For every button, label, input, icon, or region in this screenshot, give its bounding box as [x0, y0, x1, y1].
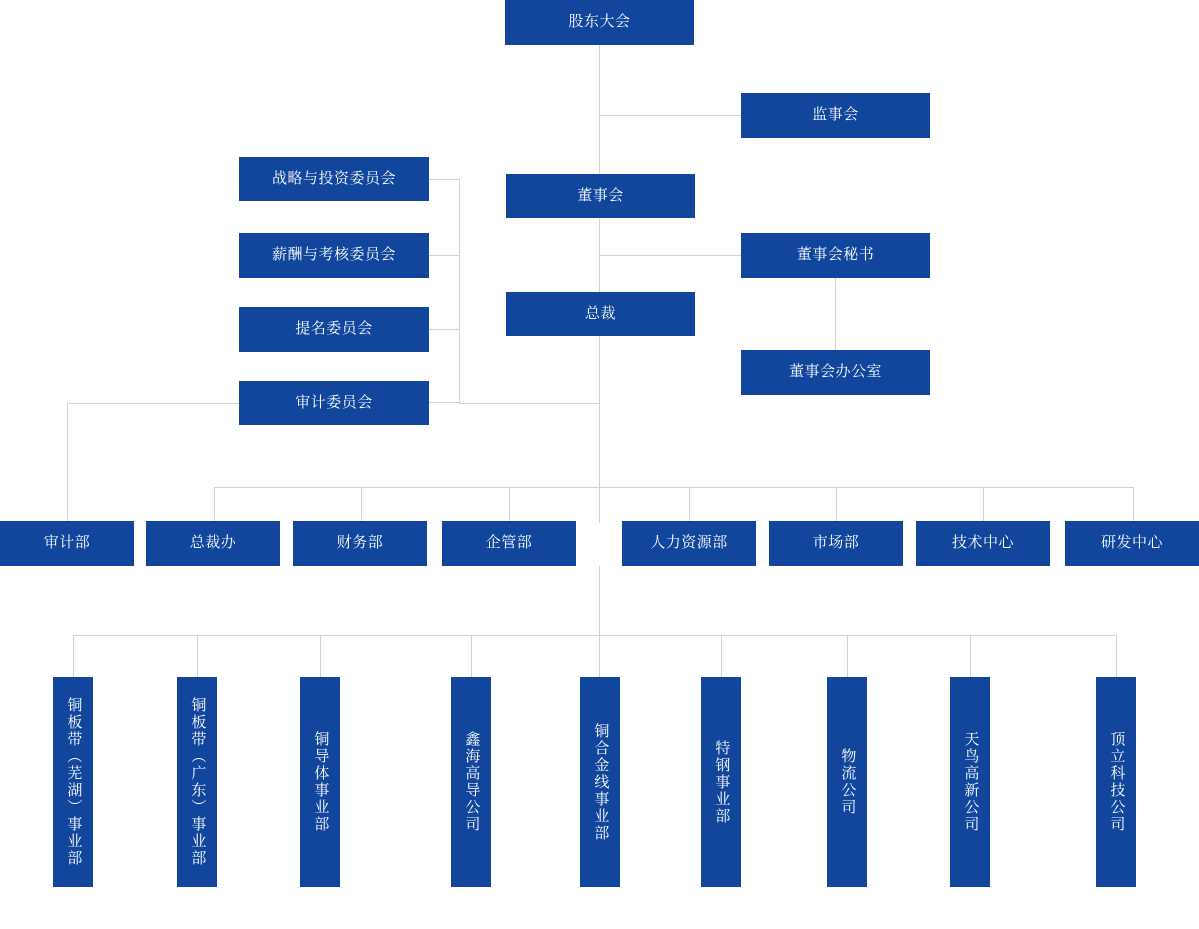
connector-unit-4 — [471, 635, 472, 677]
node-board-secretary[interactable]: 董事会秘书 — [741, 233, 930, 278]
connector-department-bus — [214, 487, 1134, 488]
node-department-4[interactable]: 人力资源部 — [622, 521, 756, 566]
node-business-unit-1[interactable]: 铜板带（广东）事业部 — [177, 677, 217, 887]
connector-dept-7 — [1133, 487, 1134, 522]
node-board-of-directors[interactable]: 董事会 — [506, 174, 695, 218]
node-business-unit-2[interactable]: 铜导体事业部 — [300, 677, 340, 887]
node-department-5[interactable]: 市场部 — [769, 521, 903, 566]
node-business-unit-8[interactable]: 顶立科技公司 — [1096, 677, 1136, 887]
connector-dept-3 — [509, 487, 510, 522]
connector-shareholders-to-board — [599, 45, 600, 175]
node-committee-audit[interactable]: 审计委员会 — [239, 381, 429, 425]
connector-shareholders-to-supervisory — [599, 115, 741, 116]
node-president[interactable]: 总裁 — [506, 292, 695, 336]
node-business-unit-4[interactable]: 铜合金线事业部 — [580, 677, 620, 887]
connector-unit-bus — [73, 635, 1116, 636]
node-department-0[interactable]: 审计部 — [0, 521, 134, 566]
node-business-unit-5[interactable]: 特钢事业部 — [701, 677, 741, 887]
connector-committee-spine-to-board — [459, 403, 600, 404]
node-department-2[interactable]: 财务部 — [293, 521, 427, 566]
node-shareholders-meeting[interactable]: 股东大会 — [505, 0, 694, 45]
connector-dept-6 — [983, 487, 984, 522]
connector-president-down — [599, 336, 600, 523]
connector-president-to-units — [599, 566, 600, 636]
node-committee-nomination[interactable]: 提名委员会 — [239, 307, 429, 352]
connector-unit-8 — [970, 635, 971, 677]
node-business-unit-6[interactable]: 物流公司 — [827, 677, 867, 887]
connector-unit-2 — [197, 635, 198, 677]
connector-unit-3 — [320, 635, 321, 677]
node-department-7[interactable]: 研发中心 — [1065, 521, 1199, 566]
connector-unit-1 — [73, 635, 74, 677]
connector-dept-4 — [689, 487, 690, 522]
connector-unit-7 — [847, 635, 848, 677]
node-department-1[interactable]: 总裁办 — [146, 521, 280, 566]
connector-audit-committee-left — [67, 403, 240, 404]
node-business-unit-0[interactable]: 铜板带（芜湖）事业部 — [53, 677, 93, 887]
node-business-unit-7[interactable]: 天鸟高新公司 — [950, 677, 990, 887]
node-department-3[interactable]: 企管部 — [442, 521, 576, 566]
node-supervisory-board[interactable]: 监事会 — [741, 93, 930, 138]
connector-committee-nomination — [428, 329, 460, 330]
connector-board-to-secretary — [599, 255, 741, 256]
connector-dept-2 — [361, 487, 362, 522]
node-committee-remuneration[interactable]: 薪酬与考核委员会 — [239, 233, 429, 278]
connector-unit-5 — [599, 635, 600, 677]
node-board-office[interactable]: 董事会办公室 — [741, 350, 930, 395]
node-department-6[interactable]: 技术中心 — [916, 521, 1050, 566]
connector-unit-9 — [1116, 635, 1117, 677]
connector-committee-strategy — [428, 179, 460, 180]
connector-unit-6 — [721, 635, 722, 677]
connector-dept-5 — [836, 487, 837, 522]
node-business-unit-3[interactable]: 鑫海高导公司 — [451, 677, 491, 887]
connector-audit-committee-down — [67, 403, 68, 522]
connector-committee-spine — [459, 179, 460, 403]
connector-dept-1 — [214, 487, 215, 522]
connector-committee-remuneration — [428, 255, 460, 256]
node-committee-strategy[interactable]: 战略与投资委员会 — [239, 157, 429, 201]
connector-committee-audit — [428, 402, 460, 403]
